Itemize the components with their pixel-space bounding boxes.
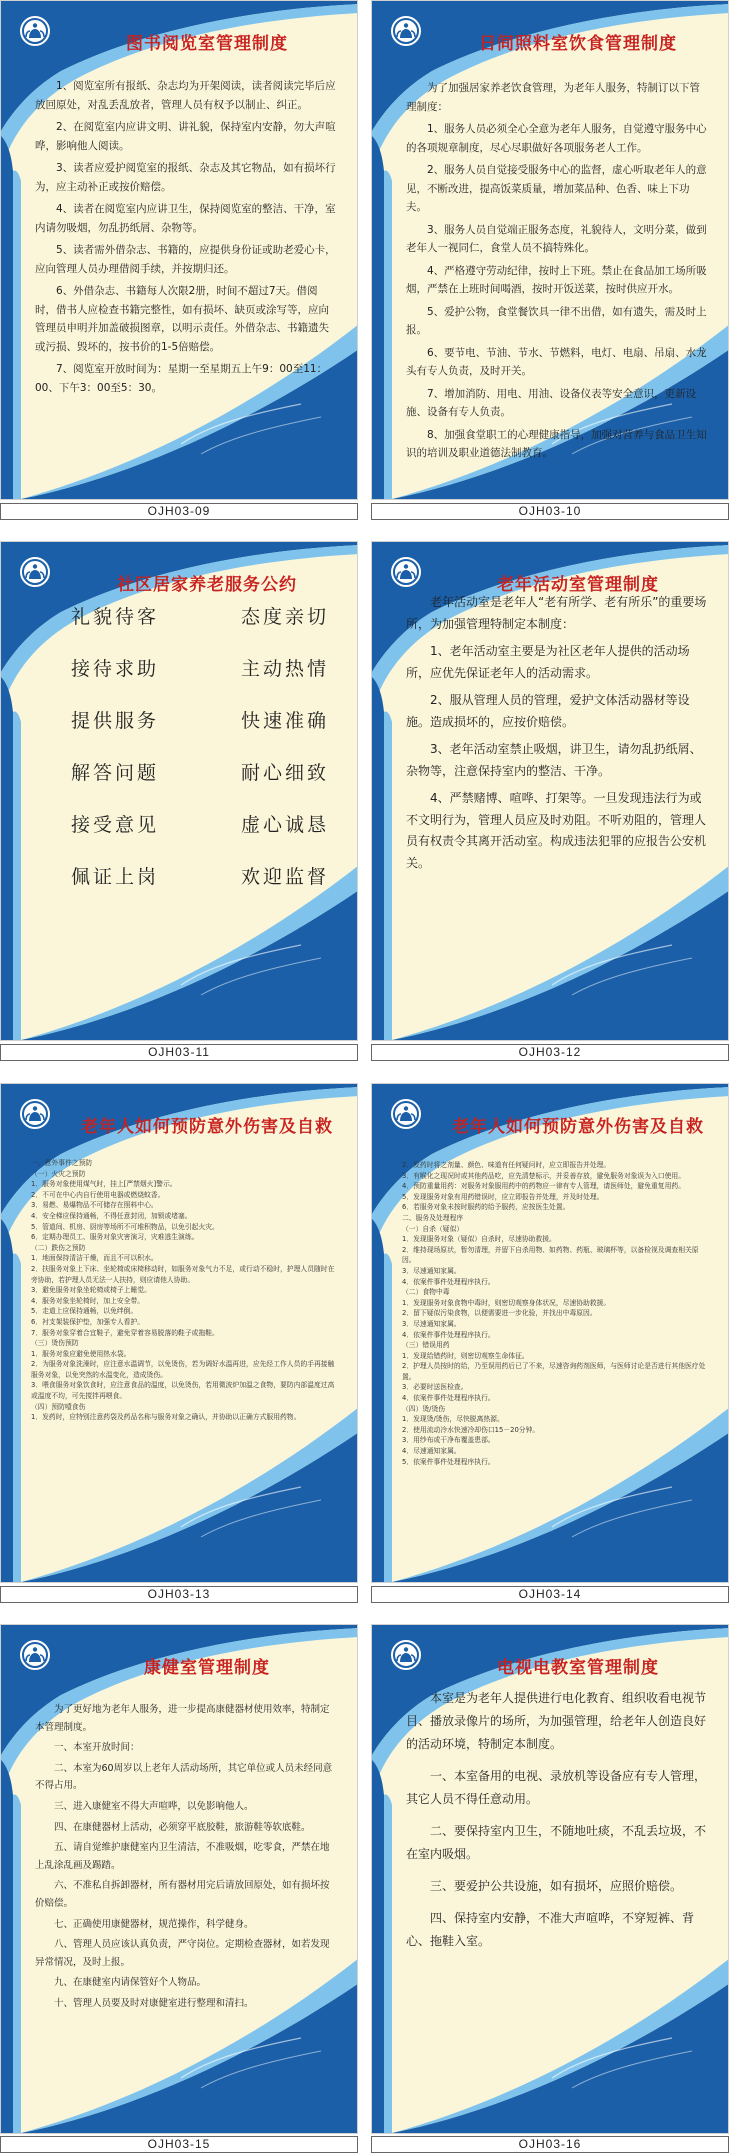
body-paragraph: 三、进入康健室不得大声喧哗，以免影响他人。 xyxy=(54,1800,254,1812)
pledge-phrase: 提供服务 xyxy=(71,710,160,732)
body-paragraph: 5、读者需外借杂志、书籍的，应提供身份证或助老爱心卡，应向管理人员办理借阅手续，并按期归还。 xyxy=(35,244,336,275)
body-line: 3．必要时送医检查。 xyxy=(402,1383,468,1392)
body-paragraph: 7、增加消防、用电、用油、设备仪表等安全意识，更新设施、设备有专人负责。 xyxy=(406,387,697,418)
pledge-list xyxy=(71,602,329,914)
sign-title: 电视电教室管理制度 xyxy=(497,1658,659,1678)
body-line: 2．护理人员按时的给，乃至误用药后已了不来，尽速咨询药剂医师，与医师讨论是否进行其他医疗处置。 xyxy=(402,1362,706,1381)
body-paragraph: 六、不准私自拆卸器材，所有器材用完后请放回原处，如有损坏按价赔偿。 xyxy=(35,1880,330,1909)
sign-body xyxy=(406,592,708,880)
pledge-phrase: 接受意见 xyxy=(71,814,160,836)
emblem-logo-icon xyxy=(389,14,423,48)
sign-title: 社区居家养老服务公约 xyxy=(117,575,297,595)
sign-title: 老年人如何预防意外伤害及自救 xyxy=(452,1117,704,1137)
pledge-phrase: 态度亲切 xyxy=(240,606,329,628)
body-paragraph: 四、在康健器材上活动，必须穿平底胶鞋，旅游鞋等软底鞋。 xyxy=(54,1821,311,1833)
body-line: 4．依案件事件处理程序执行。 xyxy=(402,1394,495,1403)
body-paragraph: 一、本室备用的电视、录放机等设备应有专人管理，其它人员不得任意动用。 xyxy=(406,1769,707,1806)
pledge-row xyxy=(71,654,329,681)
pledge-phrase: 佩证上岗 xyxy=(71,866,160,888)
body-paragraph: 5、爱护公物，食堂餐饮具一律不出借，如有遗失，需及时上报。 xyxy=(406,305,707,336)
sign-panel xyxy=(371,1624,729,2134)
body-paragraph: 七、正确使用康健器材，规范操作，科学健身。 xyxy=(54,1918,254,1930)
body-paragraph: 2、服从管理人员的管理，爱护文体活动器材等设施。造成损坏的，应按价赔偿。 xyxy=(406,693,690,729)
body-line: 5．依案件事件处理程序执行。 xyxy=(402,1457,495,1466)
body-line: 4．尽速通知家属。 xyxy=(402,1447,461,1456)
body-line: （二）跌伤之预防 xyxy=(31,1243,86,1252)
emblem-logo-icon xyxy=(18,14,52,48)
body-paragraph: 本室是为老年人提供进行电化教育、组织收看电视节目、播放录像片的场所，为加强管理，给老年人创造良好的活动环境，特制定本制度。 xyxy=(406,1691,707,1751)
sign-code: OJH03-15 xyxy=(0,2136,358,2153)
body-paragraph: 6、外借杂志、书籍每人次限2册，时间不超过7天。借阅时，借书人应检查书籍完整性，如有损坏、缺页或涂写等，应向管理员申明并加盖破损图章，以明示责任。外借杂志、书籍遗失或污损、毁坏的，按书价的1-5倍赔偿。 xyxy=(35,285,329,353)
body-paragraph: 4、读者在阅览室内应讲卫生，保持阅览室的整洁、干净，室内请勿吸烟，勿乱扔纸屑、杂物等。 xyxy=(35,203,336,234)
body-paragraph: 4、严禁赌博、喧哗、打架等。一旦发现违法行为或不文明行为，管理人员应及时劝阻。不听劝阻的，管理人员有权责令其离开活动室。构成违法犯罪的应报告公安机关。 xyxy=(406,791,707,870)
body-paragraph: 7、阅览室开放时间为：星期一至星期五上午9：00至11：00、下午3：00至5：30。 xyxy=(35,363,328,394)
pledge-row xyxy=(71,602,329,629)
body-line: 5．管道间、机房、厨房等场所不可堆积物品，以免引起火灾。 xyxy=(31,1222,219,1231)
sign-title: 老年人如何预防意外伤害及自救 xyxy=(81,1117,333,1137)
emblem-logo-icon xyxy=(389,1097,423,1131)
body-line: 1．服务对象应避免使用热水袋。 xyxy=(31,1349,131,1358)
body-line: 4．依案件事件处理程序执行。 xyxy=(402,1277,495,1286)
sign-title: 日间照料室饮食管理制度 xyxy=(479,34,677,54)
sign-body xyxy=(402,1160,712,1467)
body-line: 1．发现服务对象（疑似）自杀时，尽速协助救援。 xyxy=(402,1235,556,1244)
body-line: （一）火灾之预防 xyxy=(31,1169,86,1178)
pledge-row xyxy=(71,758,329,785)
emblem-logo-icon xyxy=(18,1097,52,1131)
body-paragraph: 4、严格遵守劳动纪律，按时上下班。禁止在食品加工场所吸烟，严禁在上班时间喝酒，按时开饭送菜，按时供应开水。 xyxy=(406,264,707,295)
body-line: （三）错误用药 xyxy=(402,1341,450,1350)
body-line: 6．定期办理员工、服务对象灾害演习，灾难逃生演练。 xyxy=(31,1233,199,1242)
body-paragraph: 3、老年活动室禁止吸烟，讲卫生，请勿乱扔纸屑、杂物等，注意保持室内的整洁、干净。 xyxy=(406,742,702,778)
body-paragraph: 为了更好地为老年人服务，进一步提高康健器材使用效率，特制定本管理制度。 xyxy=(35,1704,330,1733)
body-paragraph: 3、读者应爱护阅览室的报纸、杂志及其它物品，如有损坏行为，应主动补正或按价赔偿。 xyxy=(35,162,336,193)
body-line: 3．尽速通知家属。 xyxy=(402,1266,461,1275)
body-line: 6．衬支架装保护垫，加强专人看护。 xyxy=(31,1317,145,1326)
body-line: 2．为服务对象洗澡时，应注意水温调节，以免烫伤，若为调好水温再进，应先经工作人员的手再接触服务对象，以免突然的水温变化，造成烫伤。 xyxy=(31,1360,335,1379)
sign-body xyxy=(35,1701,337,2016)
body-line: 3．有喉化之现况时或其他药品吃，应先清楚标示，并妥善存放，避免服务对象误为入口使用。 xyxy=(402,1171,685,1180)
sign-code: OJH03-10 xyxy=(371,503,729,520)
sign-body xyxy=(35,77,337,401)
sign-panel xyxy=(371,541,729,1041)
body-line: 2．维持现场原状，暂勿清理，并留下自杀用物、如药物、药瓶、玻璃杯等，以备检视及调查相关原因。 xyxy=(402,1245,699,1265)
body-line: 二、服务及处理程序 xyxy=(402,1213,464,1222)
body-line: 1．服务对象使用煤气时，挂上[严禁烟火]警示。 xyxy=(31,1180,177,1189)
pledge-phrase: 接待求助 xyxy=(71,658,160,680)
emblem-logo-icon xyxy=(18,555,52,589)
body-line: 1．发现服务对象食物中毒时，则密切观察身体状况，尽速协助救援。 xyxy=(402,1298,611,1307)
body-line: 7．服务对象穿着合宜鞋子，避免穿着容易脱落的鞋子或拖鞋。 xyxy=(31,1328,219,1337)
sign-body xyxy=(406,1687,708,1962)
body-line: （四）预防噎食伤 xyxy=(31,1402,86,1411)
body-line: 4．安全梯应保持通畅，不得任意封闭，加锁或堵塞。 xyxy=(31,1211,192,1220)
pledge-phrase: 虚心诚恳 xyxy=(240,814,329,836)
body-paragraph: 一、本室开放时间： xyxy=(54,1742,140,1754)
body-paragraph: 6、要节电、节油、节水、节燃料，电灯、电扇、吊扇、水龙头有专人负责，及时开关。 xyxy=(406,346,707,377)
body-paragraph: 二、要保持室内卫生，不随地吐痰，不乱丢垃圾，不在室内吸烟。 xyxy=(406,1824,707,1861)
body-paragraph: 九、在康健室内请保管好个人物品。 xyxy=(54,1977,207,1989)
body-paragraph: 四、保持室内安静，不准大声喧哗，不穿短裤、背心、拖鞋入室。 xyxy=(406,1911,695,1948)
body-paragraph: 五、请自觉维护康健室内卫生清洁，不准吸烟，吃零食，严禁在地上乱涂乱画及踢踏。 xyxy=(35,1842,330,1871)
sign-panel xyxy=(371,0,729,500)
sign-title: 老年活动室管理制度 xyxy=(497,575,659,595)
body-paragraph: 老年活动室是老年人“老有所学、老有所乐”的重要场所，为加强管理特制定本制度： xyxy=(406,595,707,631)
sign-panel xyxy=(0,1624,358,2134)
pledge-phrase: 礼貌待客 xyxy=(71,606,160,628)
body-line: （二）食物中毒 xyxy=(402,1288,450,1297)
body-line: 2．留下疑似污染食物，以便需要进一步化验，并找出中毒原因。 xyxy=(402,1309,597,1318)
body-paragraph: 八、管理人员应该认真负责，严守岗位。定期检查器材，如若发现异常情况，及时上报。 xyxy=(35,1939,330,1968)
sign-code: OJH03-13 xyxy=(0,1586,358,1603)
body-line: 1．发药时，应特别注意药袋及药品名称与服务对象之确认，并协助以正确方式服用药物。 xyxy=(31,1413,301,1422)
emblem-logo-icon xyxy=(389,555,423,589)
pledge-row xyxy=(71,862,329,889)
sign-title: 康健室管理制度 xyxy=(144,1658,270,1678)
pledge-phrase: 主动热情 xyxy=(240,658,329,680)
pledge-phrase: 快速准确 xyxy=(240,710,329,732)
body-line: 3．尽速通知家属。 xyxy=(402,1319,461,1328)
body-paragraph: 2、在阅览室内应讲文明、讲礼貌，保持室内安静，勿大声喧哗，影响他人阅读。 xyxy=(35,121,336,152)
pledge-row xyxy=(71,810,329,837)
sign-body xyxy=(31,1158,341,1423)
body-line: 1．地面保持清洁干燥，而且不可以积水。 xyxy=(31,1254,158,1263)
body-paragraph: 8、加强食堂职工的心理健康指导，加强对营养与食品卫生知识的培训及职业道德法制教育。 xyxy=(406,428,707,459)
body-paragraph: 为了加强居家养老饮食管理，为老年人服务，特制订以下管理制度： xyxy=(406,82,700,113)
body-line: 5．发现服务对象有用药错误时，应立即报告并处理，并及时处理。 xyxy=(402,1192,604,1201)
body-line: 3．喂食服务对象饮食时，应注意食品的温度，以免烫伤，若用微波炉加温之食物，要防内部温度过高或温度不均，可先搅拌再喂食。 xyxy=(31,1381,335,1401)
body-line: （一）自杀（疑似） xyxy=(402,1224,464,1233)
body-paragraph: 二、本室为60周岁以上老年人活动场所，其它单位或人员未经同意不得占用。 xyxy=(35,1762,333,1792)
sign-panel xyxy=(0,1083,358,1583)
body-line: 2．不可在中心内自行使用电器或燃烧蚊香。 xyxy=(31,1190,165,1199)
pledge-phrase: 解答问题 xyxy=(71,762,160,784)
body-line: 4．依案件事件处理程序执行。 xyxy=(402,1330,495,1339)
sign-code: OJH03-14 xyxy=(371,1586,729,1603)
sign-code: OJH03-16 xyxy=(371,2136,729,2153)
body-line: 5．走道上应保持通畅，以免绊倒。 xyxy=(31,1307,138,1316)
sign-body xyxy=(406,79,708,467)
sign-code: OJH03-12 xyxy=(371,1044,729,1061)
body-line: 一、意外事件之预防 xyxy=(31,1159,93,1167)
sign-title: 图书阅览室管理制度 xyxy=(126,34,288,54)
sign-panel xyxy=(371,1083,729,1583)
sign-panel xyxy=(0,0,358,500)
pledge-phrase: 欢迎监督 xyxy=(240,866,329,888)
body-line: 4．预防重量用药：对服务对象服用药中的药物应一律有专人管理，请医师处，避免重复用药。 xyxy=(402,1182,685,1191)
body-line: （三）烫伤预防 xyxy=(31,1339,79,1348)
emblem-logo-icon xyxy=(18,1638,52,1672)
body-line: 2．扶服务对象上下床、坐轮椅或床椅移动时，如服务对象气力不足，或行动不稳时，护理人员随时在旁协助，若护理人员无法一人扶持，则应请他人协助。 xyxy=(31,1264,335,1284)
body-line: 4．服务对象坐轮椅时，加上安全带。 xyxy=(31,1296,145,1305)
body-paragraph: 十、管理人员要及时对康健室进行整理和清扫。 xyxy=(54,1997,254,2009)
pledge-phrase: 耐心细致 xyxy=(240,762,329,784)
body-line: 6．若服务对象未按时服药的给予服药，应按医生处置。 xyxy=(402,1203,570,1212)
body-paragraph: 1、阅览室所有报纸、杂志均为开架阅读，读者阅读完毕后应放回原处，对乱丢乱放者，管理人员有权予以制止、纠正。 xyxy=(35,80,336,111)
body-line: 3．避免服务对象坐轮椅或椅子上睡觉。 xyxy=(31,1286,151,1295)
body-line: （四）烫/烫伤 xyxy=(402,1404,446,1413)
body-paragraph: 1、老年活动室主要是为社区老年人提供的活动场所，应优先保证老年人的活动需求。 xyxy=(406,644,690,680)
body-line: 3．用纱布或干净布覆盖患部。 xyxy=(402,1436,495,1445)
body-paragraph: 1、服务人员必须全心全意为老年人服务，自觉遵守服务中心的各项规章制度，尽心尽职做好各项服务老人工作。 xyxy=(406,123,707,154)
body-line: 1．发现给错药时，则密切观察生命体征。 xyxy=(402,1351,529,1360)
sign-panel xyxy=(0,541,358,1041)
sign-code: OJH03-11 xyxy=(0,1044,358,1061)
pledge-row xyxy=(71,706,329,733)
body-paragraph: 三、要爱护公共设施，如有损坏，应照价赔偿。 xyxy=(430,1879,683,1893)
body-line: 3．易燃、易爆物品不可储存在照料中心。 xyxy=(31,1201,158,1210)
emblem-logo-icon xyxy=(389,1638,423,1672)
body-line: 2．使用流动冷水快速冷却伤口15－20分钟。 xyxy=(402,1425,540,1434)
body-paragraph: 2、服务人员自觉接受服务中心的监督，虚心听取老年人的意见，不断改进，提高饭菜质量，增加菜品种、色香、味上下功夫。 xyxy=(406,164,707,213)
body-line: 2．发药时将之剂量、颜色、味道有任何疑问时，应立即报告并处理。 xyxy=(402,1161,611,1169)
body-paragraph: 3、服务人员自觉端正服务态度，礼貌待人，文明分菜，做到老年人一视同仁，食堂人员不搞特殊化。 xyxy=(406,223,707,254)
body-line: 1．发现烫/烫伤，尽快脱离热源。 xyxy=(402,1415,504,1424)
sign-code: OJH03-09 xyxy=(0,503,358,520)
